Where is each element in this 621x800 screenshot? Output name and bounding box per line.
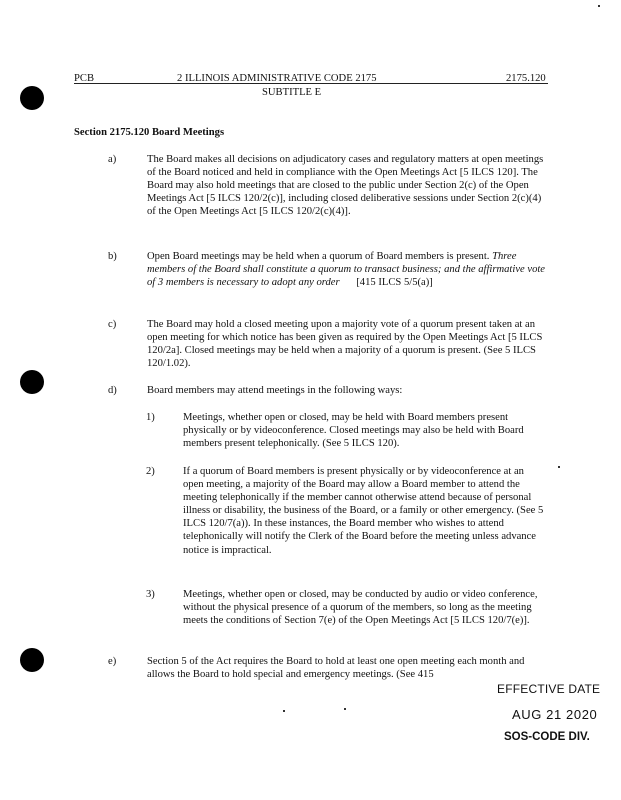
header-subtitle: SUBTITLE E: [262, 87, 322, 98]
punch-hole-bottom: [20, 648, 44, 672]
punch-hole-middle: [20, 370, 44, 394]
item-d-label: d): [108, 385, 117, 396]
item-c-text: The Board may hold a closed meeting upon a majority vote of a quorum present taken at an open meeting for which notice has been given as required by the Open Meetings Act [5 ILCS 120/2a]. Closed meetings may be held when a majority of a quorum is present. (See 5 ILCS 120/1.02).: [147, 319, 543, 370]
item-d3-text: Meetings, whether open or closed, may be conducted by audio or video conference, without the physical presence of a quorum of the members, so long as the meeting meets the conditions of Section 7(e) of the Open Meetings Act [5 ILCS 120/7(e)].: [183, 589, 538, 627]
section-title: Section 2175.120 Board Meetings: [74, 127, 225, 138]
item-b-italic: Three members of the Board shall constitute a quorum to transact business; and the affirmative vote of 3 members is necessary to adopt any order: [147, 251, 546, 289]
item-e-text: Section 5 of the Act requires the Board to hold at least one open meeting each month and allows the Board to hold special and emergency meetings. (See 415: [147, 656, 525, 681]
scan-speck: [344, 708, 346, 710]
scan-speck: [598, 5, 600, 7]
item-d2-label: 2): [146, 466, 155, 477]
stamp-division: SOS-CODE DIV.: [504, 731, 590, 743]
header-section-number: 2175.120: [506, 73, 546, 84]
item-c-label: c): [108, 319, 117, 330]
item-b-text: [147, 250, 547, 289]
scan-speck: [283, 710, 285, 712]
item-e-label: e): [108, 656, 117, 667]
item-a-text: The Board makes all decisions on adjudicatory cases and regulatory matters at open meetings of the Board noticed and held in compliance with the Open Meetings Act [5 ILCS 120]. The Board may also hold meetings that are closed to the public under Section 2(c) of the Open Meetings Act [5 ILCS 120/2(c)], including closed deliberative sessions under Section 2(c)(4) of the Open Meetings Act [5 ILCS 120/2(c)(4)].: [147, 154, 544, 218]
header-rule-left: [74, 83, 174, 84]
scan-speck: [558, 466, 560, 468]
item-b-label: b): [108, 251, 117, 262]
stamp-effective-date-label: EFFECTIVE DATE: [497, 682, 601, 696]
item-d-text: Board members may attend meetings in the following ways:: [147, 385, 403, 396]
punch-hole-top: [20, 86, 44, 110]
header-code-title: 2 ILLINOIS ADMINISTRATIVE CODE 2175: [177, 73, 377, 84]
header-agency: PCB: [74, 73, 95, 84]
stamp-date: AUG 21 2020: [512, 707, 598, 722]
item-b-cite: [415 ILCS 5/5(a)]: [356, 277, 433, 289]
item-b-plain: Open Board meetings may be held when a quorum of Board members is present.: [147, 251, 490, 262]
item-d1-label: 1): [146, 412, 155, 423]
header-rule-right: [480, 83, 548, 84]
item-d2-text: If a quorum of Board members is present physically or by videoconference at an open meeting, a majority of the Board may allow a Board member to attend the meeting telephonically if the member cannot otherwise attend because of personal illness or disability, the business of the Board, or a family or other emergency. (See 5 ILCS 120/7(a)). In these instances, the Board member who wishes to attend telephonically will notify the Clerk of the Board before the meeting unless advance notice is impractical.: [183, 466, 544, 556]
item-a-label: a): [108, 154, 117, 165]
header-rule-center: [174, 83, 504, 84]
item-d1-text: Meetings, whether open or closed, may be held with Board members present physically or by videoconference. Closed meetings may also be held with Board members present telephonically. (See 5 ILCS 120).: [183, 412, 524, 450]
item-d3-label: 3): [146, 589, 155, 600]
